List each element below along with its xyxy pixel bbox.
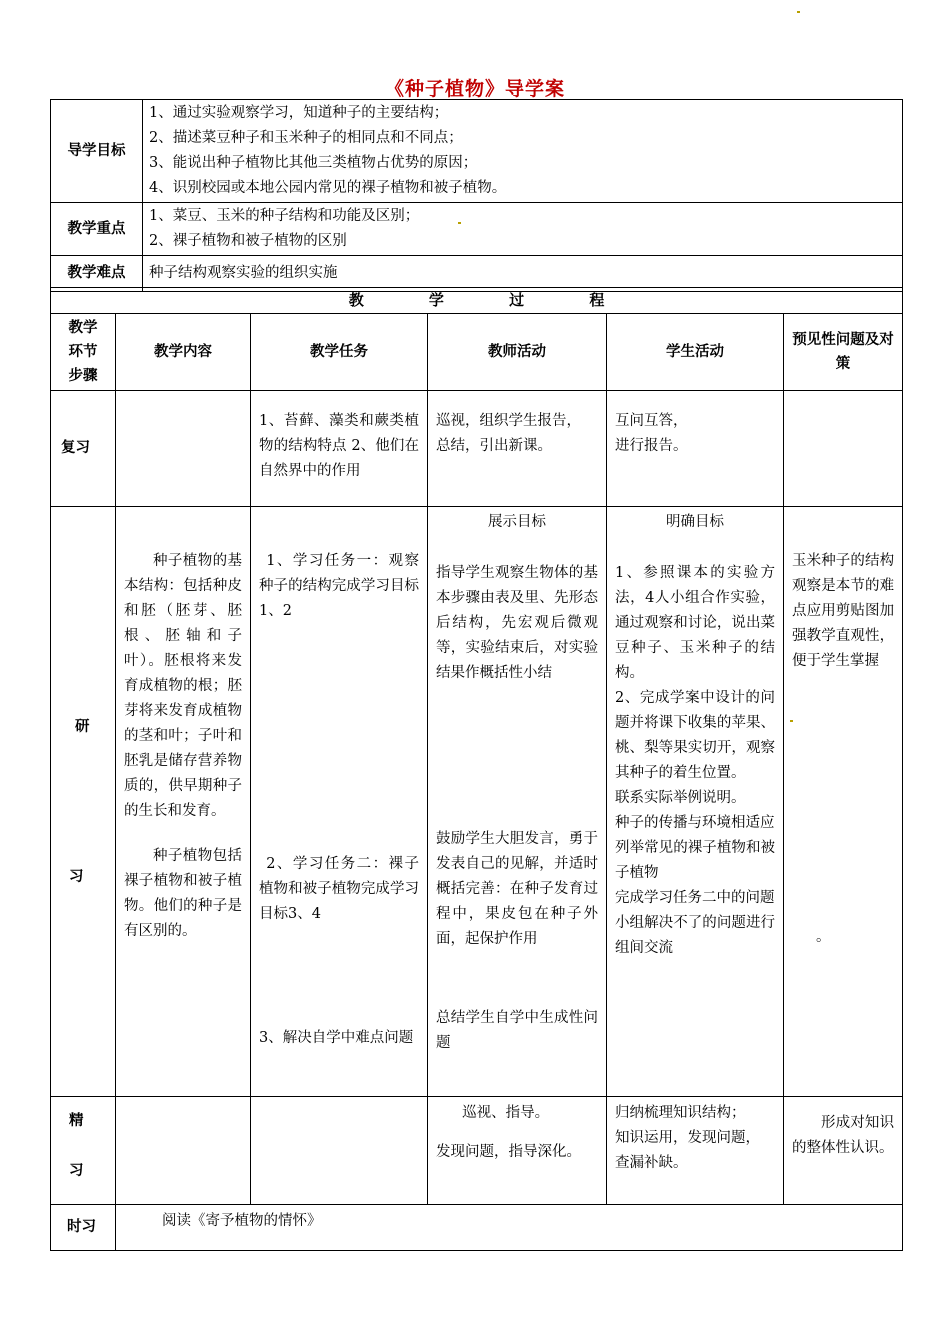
research-teacher bbox=[428, 507, 607, 1097]
review-student-line: 互问互答， bbox=[615, 413, 688, 429]
review-content bbox=[116, 391, 251, 507]
research-student bbox=[607, 507, 784, 1097]
objectives-label: 导学目标 bbox=[51, 100, 143, 203]
practice-step bbox=[51, 1097, 116, 1205]
review-student-line: 进行报告。 bbox=[615, 438, 688, 454]
header-teacher: 教师活动 bbox=[428, 314, 607, 391]
research-teacher-head: 展示目标 bbox=[488, 514, 546, 530]
scan-mark bbox=[797, 11, 800, 13]
key-points-list bbox=[143, 203, 903, 256]
objective-item: 3、能说出种子植物比其他三类植物占优势的原因； bbox=[149, 155, 478, 171]
header-content: 教学内容 bbox=[116, 314, 251, 391]
objective-item: 1、通过实验观察学习，知道种子的主要结构； bbox=[149, 105, 449, 121]
objective-item: 4、识别校园或本地公园内常见的裸子植物和被子植物。 bbox=[149, 180, 507, 196]
practice-step-top: 精 bbox=[69, 1113, 84, 1129]
review-step: 复习 bbox=[51, 391, 116, 507]
review-teacher-line: 巡视，组织学生报告， bbox=[436, 413, 581, 429]
research-step bbox=[51, 507, 116, 1097]
research-step-top: 研 bbox=[75, 719, 90, 735]
research-issues-text: 玉米种子的结构观察是本节的难点应用剪贴图加强教学直观性，便于学生掌握 bbox=[792, 553, 895, 669]
research-content-2: 种子植物包括裸子植物和被子植物。他们的种子是有区别的。 bbox=[124, 848, 242, 939]
review-teacher-line: 总结，引出新课。 bbox=[436, 438, 552, 454]
header-student: 学生活动 bbox=[607, 314, 784, 391]
research-content bbox=[116, 507, 251, 1097]
research-student-2: 2、完成学案中设计的问题并将课下收集的苹果、桃、梨等果实切开，观察其种子的着生位置。 bbox=[615, 690, 775, 781]
practice-student-3: 查漏补缺。 bbox=[615, 1155, 688, 1171]
research-issues bbox=[784, 507, 903, 1097]
page-title: 《种子植物》导学案 bbox=[384, 78, 565, 100]
review-task: 1、苔藓、藻类和蕨类植物的结构特点 2、他们在自然界中的作用 bbox=[251, 391, 428, 507]
research-teacher-3: 总结学生自学中生成性问题 bbox=[436, 1010, 598, 1051]
practice-issues bbox=[784, 1097, 903, 1205]
objectives-table bbox=[50, 99, 903, 292]
research-student-5: 列举常见的裸子植物和被子植物 bbox=[615, 840, 775, 881]
practice-step-bottom: 习 bbox=[69, 1163, 84, 1179]
header-step: 教学环节步骤 bbox=[51, 314, 116, 391]
research-student-3: 联系实际举例说明。 bbox=[615, 790, 746, 806]
research-content-1: 种子植物的基本结构：包括种皮和胚（胚芽、胚根、胚轴和子叶）。胚根将来发育成植物的根；胚芽将来发育成植物的茎和叶；子叶和胚乳是储存营养物质的，供早期种子的生长和发育。 bbox=[124, 553, 242, 819]
objectives-list bbox=[143, 100, 903, 203]
header-issues: 预见性问题及对策 bbox=[784, 314, 903, 391]
review-student bbox=[607, 391, 784, 507]
research-student-1: 1、参照课本的实验方法，4人小组合作实验，通过观察和讨论，说出菜豆种子、玉米种子的结构。 bbox=[615, 565, 775, 681]
practice-student bbox=[607, 1097, 784, 1205]
header-task: 教学任务 bbox=[251, 314, 428, 391]
difficulty-label: 教学难点 bbox=[51, 256, 143, 292]
process-table bbox=[50, 287, 903, 1251]
review-teacher bbox=[428, 391, 607, 507]
homework-step: 时习 bbox=[51, 1205, 116, 1251]
practice-task bbox=[251, 1097, 428, 1205]
practice-teacher-1: 巡视、指导。 bbox=[462, 1105, 550, 1121]
practice-content bbox=[116, 1097, 251, 1205]
research-teacher-2: 鼓励学生大胆发言，勇于发表自己的见解，并适时概括完善：在种子发育过程中，果皮包在种子外面，起保护作用 bbox=[436, 831, 598, 947]
scan-mark bbox=[458, 222, 461, 224]
scan-mark bbox=[790, 720, 793, 722]
key-points-label: 教学重点 bbox=[51, 203, 143, 256]
key-point-item: 1、菜豆、玉米的种子结构和功能及区别； bbox=[149, 208, 420, 224]
research-task-2: 2、学习任务二：裸子植物和被子植物完成学习目标3、4 bbox=[259, 856, 419, 922]
practice-student-1: 归纳梳理知识结构； bbox=[615, 1105, 746, 1121]
practice-teacher-2: 发现问题，指导深化。 bbox=[436, 1144, 581, 1160]
practice-issues-text: 形成对知识的整体性认识。 bbox=[792, 1115, 895, 1156]
research-student-7: 小组解决不了的问题进行组间交流 bbox=[615, 915, 775, 956]
research-student-4: 种子的传播与环境相适应 bbox=[615, 815, 775, 831]
practice-teacher bbox=[428, 1097, 607, 1205]
difficulty-text: 种子结构观察实验的组织实施 bbox=[143, 256, 903, 292]
research-student-head: 明确目标 bbox=[666, 514, 724, 530]
research-issues-mark: 。 bbox=[816, 929, 831, 945]
research-step-bottom: 习 bbox=[69, 869, 84, 885]
practice-student-2: 知识运用，发现问题， bbox=[615, 1130, 760, 1146]
research-teacher-1: 指导学生观察生物体的基本步骤由表及里、先形态后结构，先宏观后微观等，实验结束后，对实验结果作概括性小结 bbox=[436, 565, 598, 681]
process-title: 教 学 过 程 bbox=[51, 288, 903, 314]
review-issues bbox=[784, 391, 903, 507]
objective-item: 2、描述菜豆种子和玉米种子的相同点和不同点； bbox=[149, 130, 463, 146]
key-point-item: 2、裸子植物和被子植物的区别 bbox=[149, 233, 347, 249]
research-task bbox=[251, 507, 428, 1097]
research-task-1: 1、学习任务一：观察种子的结构完成学习目标1、2 bbox=[259, 553, 419, 619]
research-student-6: 完成学习任务二中的问题 bbox=[615, 890, 775, 906]
homework-text: 阅读《寄予植物的情怀》 bbox=[116, 1205, 903, 1251]
research-task-3: 3、解决自学中难点问题 bbox=[259, 1030, 414, 1046]
